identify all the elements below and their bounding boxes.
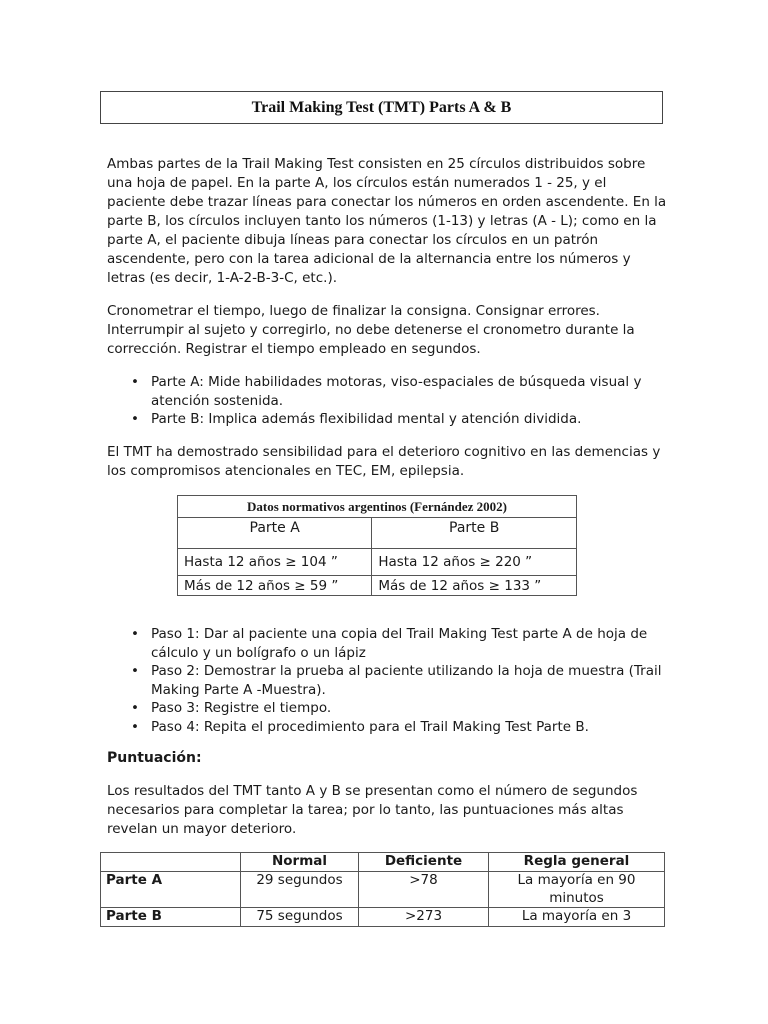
table-row <box>101 908 665 927</box>
table-cell: Más de 12 años ≥ 133 ” <box>372 576 577 596</box>
column-header: Parte A <box>178 518 372 549</box>
scoring-table <box>100 852 665 927</box>
column-header: Normal <box>241 853 359 872</box>
bullet-icon: • <box>131 700 139 716</box>
table-cell: La mayoría en 3 <box>489 908 665 927</box>
table-cell: La mayoría en 90 minutos <box>489 872 665 908</box>
table-cell: 29 segundos <box>241 872 359 908</box>
results-paragraph: Los resultados del TMT tanto A y B se presentan como el número de segundos necesarios para completar la tarea; por lo tanto, las puntuaciones más altas revelan un mayor deterioro. <box>107 783 638 837</box>
bullet-icon: • <box>131 374 139 390</box>
table-cell: >273 <box>359 908 489 927</box>
bullet-icon: • <box>131 718 139 735</box>
list-item: • Paso 3: Registre el tiempo. <box>131 700 332 716</box>
normative-data-table <box>177 495 577 596</box>
steps-list <box>107 625 667 736</box>
row-header: Parte A <box>101 872 241 908</box>
bullet-icon: • <box>131 663 139 679</box>
list-item: • Paso 1: Dar al paciente una copia del Trail Making Test parte A de hoja de cálculo y un bolígrafo o un lápiz <box>131 626 648 661</box>
column-header <box>101 853 241 872</box>
intro-paragraph: Ambas partes de la Trail Making Test consisten en 25 círculos distribuidos sobre una hoja de papel. En la parte A, los círculos están numerados 1 - 25, y el paciente debe trazar líneas para conectar los números en orden ascendente. En la parte B, los círculos incluyen tanto los números (1-13) y letras (A - L); como en la parte A, el paciente dibuja líneas para conectar los círculos en un patrón ascendente, pero con la tarea adicional de la alternancia entre los números y letras (es decir, 1-A-2-B-3-C, etc.). <box>107 156 667 286</box>
sensitivity-paragraph: El TMT ha demostrado sensibilidad para el deterioro cognitivo en las demencias y los compromisos atencionales en TEC, EM, epilepsia. <box>107 444 661 479</box>
timing-paragraph: Cronometrar el tiempo, luego de finalizar la consigna. Consignar errores. Interrumpir al sujeto y corregirlo, no debe detenerse el cronometro durante la corrección. Registrar el tiempo empleado en segundos. <box>107 303 635 357</box>
table-row <box>101 872 665 908</box>
column-header: Parte B <box>372 518 577 549</box>
list-item: • Paso 4: Repita el procedimiento para el Trail Making Test Parte B. <box>131 718 589 735</box>
list-item: • Parte A: Mide habilidades motoras, viso-espaciales de búsqueda visual y atención sostenida. <box>131 374 642 409</box>
row-header: Parte B <box>101 908 241 927</box>
page-title: Trail Making Test (TMT) Parts A & B <box>251 98 512 116</box>
column-header: Deficiente <box>359 853 489 872</box>
table-cell: 75 segundos <box>241 908 359 927</box>
table-caption: Datos normativos argentinos (Fernández 2002) <box>178 496 577 518</box>
list-item: • Parte B: Implica además flexibilidad mental y atención dividida. <box>131 411 582 427</box>
bullet-icon: • <box>131 626 139 642</box>
column-header: Regla general <box>489 853 665 872</box>
table-cell: >78 <box>359 872 489 908</box>
list-item: • Paso 2: Demostrar la prueba al paciente utilizando la hoja de muestra (Trail Making Parte A -Muestra). <box>131 663 662 698</box>
table-cell: Hasta 12 años ≥ 220 ” <box>372 549 577 576</box>
parts-list <box>107 373 667 429</box>
scoring-heading: Puntuación: <box>107 750 202 766</box>
table-cell: Hasta 12 años ≥ 104 ” <box>178 549 372 576</box>
title-box <box>100 91 663 124</box>
table-cell: Más de 12 años ≥ 59 ” <box>178 576 372 596</box>
bullet-icon: • <box>131 411 139 427</box>
